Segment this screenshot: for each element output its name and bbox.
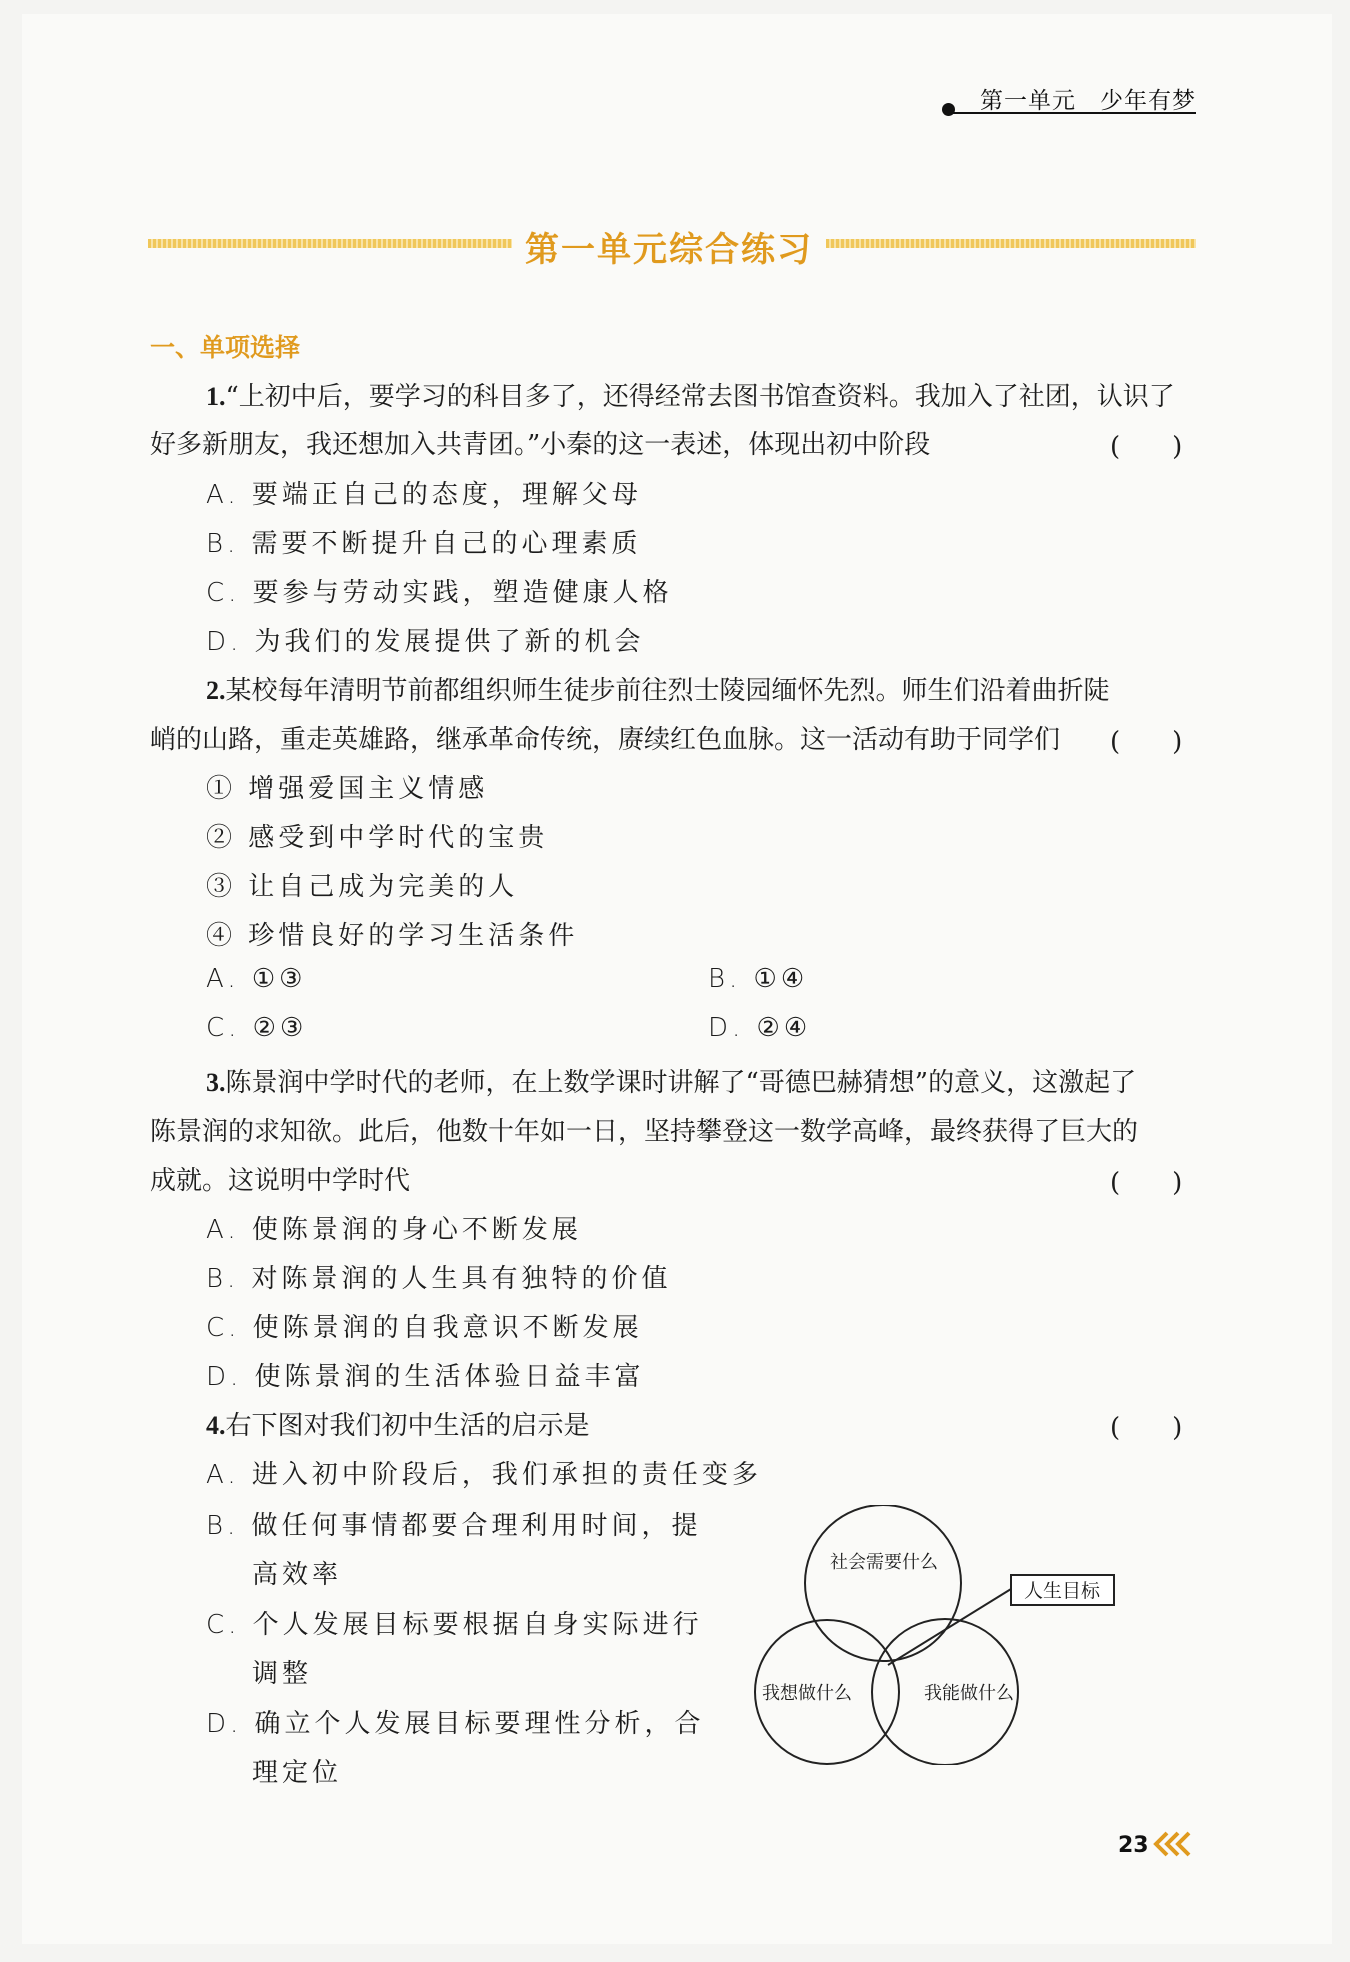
question-2-text-1: 某校每年清明节前都组织师生徒步前往烈士陵园缅怀先烈。师生们沿着曲折陡 — [225, 676, 1110, 706]
question-3-option-c[interactable]: C. 使陈景润的自我意识不断发展 — [206, 1313, 643, 1343]
question-1-option-d[interactable]: D. 为我们的发展提供了新的机会 — [206, 627, 645, 657]
question-4-option-a[interactable]: A. 进入初中阶段后，我们承担的责任变多 — [206, 1460, 762, 1490]
question-1-line-2: 好多新朋友，我还想加入共青团。”小秦的这一表述，体现出初中阶段 — [150, 430, 931, 460]
question-3-option-b[interactable]: B. 对陈景润的人生具有独特的价值 — [206, 1264, 672, 1294]
question-1-option-a[interactable]: A. 要端正自己的态度，理解父母 — [206, 480, 642, 510]
venn-circle-top — [805, 1505, 961, 1661]
question-3-answer-blank[interactable]: ( ) — [1110, 1168, 1183, 1198]
venn-text-top: 社会需要什么 — [830, 1552, 938, 1573]
question-2-line-2: 峭的山路，重走英雄路，继承革命传统，赓续红色血脉。这一活动有助于同学们 — [150, 725, 1061, 755]
page-title: 第一单元综合练习 — [525, 230, 813, 270]
page-number: 23 — [1118, 1833, 1149, 1858]
section-heading: 一、单项选择 — [150, 333, 301, 362]
question-4-option-b[interactable]: B. 做任何事情都要合理利用时间，提 — [206, 1511, 702, 1541]
question-4-number: 4. — [206, 1411, 226, 1440]
exercise-title-row — [148, 222, 1196, 270]
question-1-number: 1. — [206, 382, 226, 411]
question-4-option-d[interactable]: D. 确立个人发展目标要理性分析，合 — [206, 1709, 705, 1739]
question-3-line-3: 成就。这说明中学时代 — [150, 1166, 411, 1196]
question-4-option-b-cont: 高效率 — [252, 1560, 343, 1590]
question-3-line-1 — [206, 1062, 1136, 1099]
question-3-number: 3. — [206, 1068, 226, 1097]
page-chevron-icon — [1152, 1830, 1196, 1858]
question-4-option-c[interactable]: C. 个人发展目标要根据自身实际进行 — [206, 1610, 703, 1640]
question-1-line-1 — [206, 376, 1175, 413]
question-2-option-b[interactable]: B. ①④ — [708, 964, 809, 994]
question-4-text-1: 右下图对我们初中生活的启示是 — [225, 1411, 590, 1441]
question-4-answer-blank[interactable]: ( ) — [1110, 1413, 1183, 1443]
venn-text-left: 我想做什么 — [762, 1683, 852, 1704]
venn-label-life-goal: 人生目标 — [1023, 1580, 1101, 1602]
question-3-option-a[interactable]: A. 使陈景润的身心不断发展 — [206, 1215, 582, 1245]
question-4-line-1 — [206, 1405, 590, 1442]
question-1-text-1: “上初中后，要学习的科目多了，还得经常去图书馆查资料。我加入了社团，认识了 — [225, 382, 1175, 412]
question-2-line-1 — [206, 670, 1110, 707]
question-3-line-2: 陈景润的求知欲。此后，他数十年如一日，坚持攀登这一数学高峰，最终获得了巨大的 — [150, 1117, 1139, 1147]
title-decor-right — [826, 239, 1196, 248]
venn-pointer-line — [888, 1589, 1011, 1665]
question-3-text-1: 陈景润中学时代的老师，在上数学课时讲解了“哥德巴赫猜想”的意义，这激起了 — [225, 1068, 1137, 1098]
unit-header — [948, 82, 1196, 114]
question-3-option-d[interactable]: D. 使陈景润的生活体验日益丰富 — [206, 1362, 645, 1392]
question-2-option-a[interactable]: A. ①③ — [206, 964, 307, 994]
question-4-option-c-cont: 调整 — [252, 1659, 313, 1689]
header-bullet-icon — [942, 103, 955, 116]
question-2-answer-blank[interactable]: ( ) — [1110, 727, 1183, 757]
question-2-item-1: ① 增强爱国主义情感 — [206, 774, 489, 804]
question-1-option-b[interactable]: B. 需要不断提升自己的心理素质 — [206, 529, 642, 559]
question-2-item-2: ② 感受到中学时代的宝贵 — [206, 823, 549, 853]
question-2-item-3: ③ 让自己成为完美的人 — [206, 872, 519, 902]
question-2-number: 2. — [206, 676, 226, 705]
question-4-option-d-cont: 理定位 — [252, 1758, 343, 1788]
title-decor-left — [148, 239, 512, 248]
question-1-answer-blank[interactable]: ( ) — [1110, 432, 1183, 462]
question-2-item-4: ④ 珍惜良好的学习生活条件 — [206, 921, 579, 951]
venn-text-right: 我能做什么 — [924, 1683, 1014, 1704]
unit-header-text: 第一单元 少年有梦 — [980, 88, 1196, 114]
question-1-option-c[interactable]: C. 要参与劳动实践，塑造健康人格 — [206, 578, 673, 608]
venn-diagram — [740, 1505, 1130, 1765]
question-2-option-d[interactable]: D. ②④ — [708, 1013, 812, 1043]
question-2-option-c[interactable]: C. ②③ — [206, 1013, 308, 1043]
